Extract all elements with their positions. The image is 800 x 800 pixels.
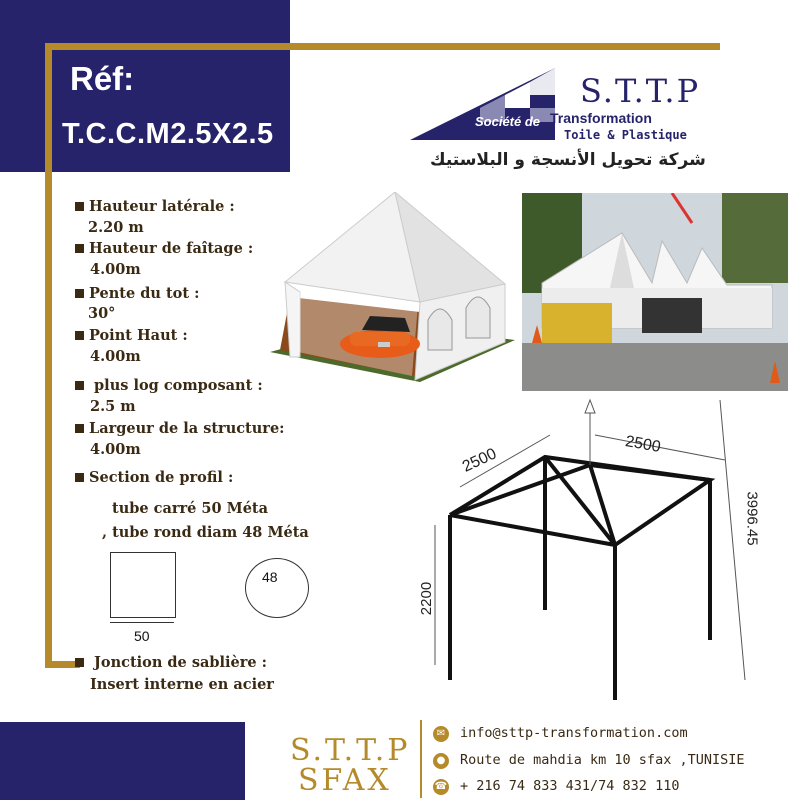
square-dimension-line xyxy=(110,622,174,623)
junction-label xyxy=(75,654,267,671)
footer-city: SFAX xyxy=(298,763,392,798)
logo-brand: S.T.T.P xyxy=(580,72,701,110)
dimension-3996: 3996.45 xyxy=(743,491,761,546)
bullet-square-icon xyxy=(75,381,84,390)
square-tube-label: 50 xyxy=(134,628,150,644)
profile-line-2: , tube rond diam 48 Méta xyxy=(102,524,309,541)
spec-value-5: 2.5 m xyxy=(90,398,136,415)
logo-transformation: Transformation xyxy=(550,110,652,126)
spec-value-6: 4.00m xyxy=(90,441,141,458)
footer-divider xyxy=(420,720,422,798)
bullet-square-icon xyxy=(75,202,84,211)
logo-tagline: Toile & Plastique xyxy=(564,128,687,142)
spec-text: Section de profil : xyxy=(89,469,234,486)
round-tube-label: 48 xyxy=(262,569,278,585)
bullet-square-icon xyxy=(75,289,84,298)
bullet-square-icon xyxy=(75,244,84,253)
footer-navy-band xyxy=(0,722,245,800)
spec-value-1: 2.20 m xyxy=(88,219,144,236)
footer-phone[interactable]: + 216 74 833 431/74 832 110 xyxy=(460,778,680,794)
spec-label-4 xyxy=(75,327,188,344)
spec-label-7 xyxy=(75,469,233,486)
ref-box-left xyxy=(0,46,45,172)
phone-icon: ☎ xyxy=(433,779,449,795)
bullet-square-icon xyxy=(75,473,84,482)
spec-value-2: 4.00m xyxy=(90,261,141,278)
spec-text: plus log composant : xyxy=(89,377,263,394)
logo-arabic: شركة تحويل الأنسجة و البلاستيك xyxy=(430,150,706,170)
tent-illustration xyxy=(270,192,520,392)
gold-frame-top xyxy=(45,43,720,50)
spec-label-1 xyxy=(75,198,235,215)
gold-frame-left xyxy=(45,43,52,668)
ref-code: T.C.C.M2.5X2.5 xyxy=(62,118,274,150)
logo-societe: Société de xyxy=(475,114,541,129)
tent-photo xyxy=(522,193,788,391)
frame-structure-diagram xyxy=(420,395,760,715)
footer-address: Route de mahdia km 10 sfax ,TUNISIE xyxy=(460,752,745,768)
footer-email[interactable]: info@sttp-transformation.com xyxy=(460,725,688,741)
junction-value: Insert interne en acier xyxy=(90,676,274,693)
spec-text: Largeur de la structure: xyxy=(89,420,285,437)
spec-text: Hauteur de faîtage : xyxy=(89,240,254,257)
footer-brand: S.T.T.P xyxy=(290,733,411,768)
spec-value-3: 30° xyxy=(88,305,116,322)
email-icon: ✉ xyxy=(433,726,449,742)
location-pin-icon: ● xyxy=(433,753,449,769)
bullet-square-icon xyxy=(75,424,84,433)
spec-label-6 xyxy=(75,420,285,437)
spec-label-2 xyxy=(75,240,253,257)
square-tube-section xyxy=(110,552,176,618)
dimension-2200: 2200 xyxy=(418,581,436,616)
spec-value-4: 4.00m xyxy=(90,348,141,365)
spec-text: Point Haut : xyxy=(89,327,188,344)
company-logo-mark xyxy=(410,60,580,145)
spec-label-3 xyxy=(75,285,199,302)
spec-label-5 xyxy=(75,377,263,394)
ref-label: Réf: xyxy=(70,60,135,97)
dimension-2500-right: 2500 xyxy=(623,433,662,456)
spec-text: Jonction de sablière : xyxy=(89,654,268,671)
bullet-square-icon xyxy=(75,331,84,340)
dimension-2500-left: 2500 xyxy=(459,445,500,476)
profile-line-1: tube carré 50 Méta xyxy=(112,500,269,517)
bullet-square-icon xyxy=(75,658,84,667)
spec-text: Pente du tot : xyxy=(89,285,200,302)
round-tube-section xyxy=(245,558,309,618)
spec-text: Hauteur latérale : xyxy=(89,198,235,215)
